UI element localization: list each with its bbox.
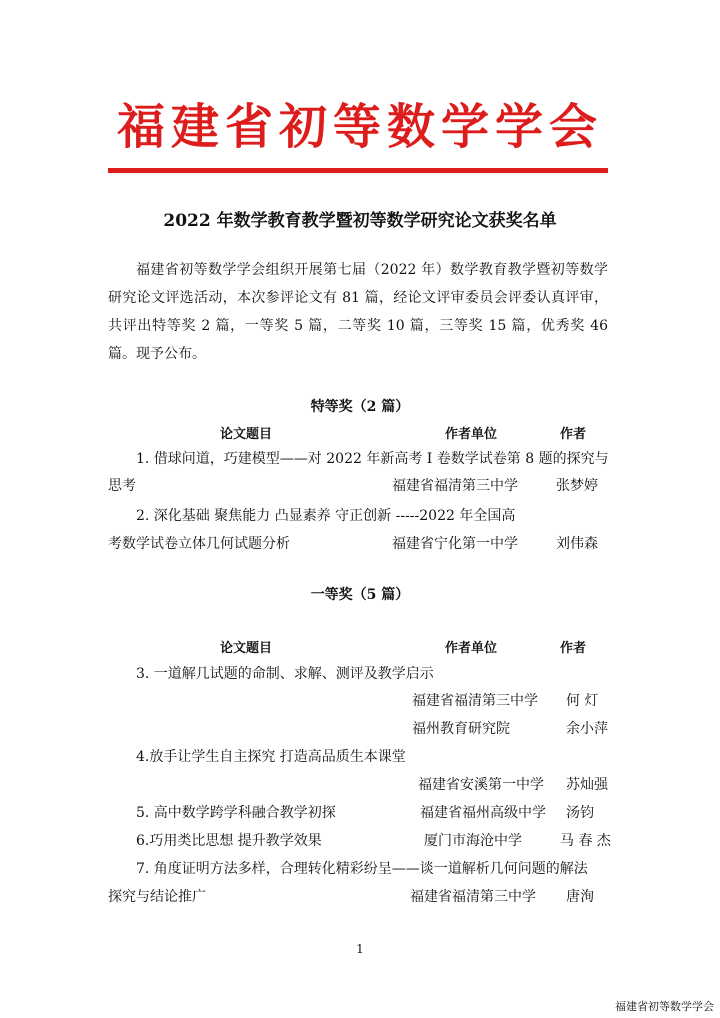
title-divider [108, 168, 608, 173]
col-header-author: 作者 [560, 427, 587, 442]
first-prize-heading: 一等奖（5 篇） [310, 587, 410, 603]
entry-6-title: 6.巧用类比思想 提升教学效果 [136, 833, 322, 849]
entry-6-author: 马 春 杰 [560, 833, 611, 849]
entry-7-title-cont: 探究与结论推广 [108, 889, 206, 905]
entry-3-unit-1: 福建省福清第三中学 [412, 693, 538, 709]
col-header-author-2: 作者 [560, 641, 587, 656]
col-header-unit-2: 作者单位 [445, 641, 498, 656]
intro-text: 福建省初等数学学会组织开展第七届（2022 年）数学教育教学暨初等数学研究论文评选活动，本次参评论文有 81 篇，经论文评审委员会评委认真评审，共评出特等奖 2 篇，一等奖 5 篇，二等奖 10 篇，三等奖 15 篇，优秀奖 46 篇。现予公布。 [108, 262, 608, 362]
org-title: 福建省初等数学学会 [116, 99, 603, 155]
entry-7-author: 唐洵 [566, 889, 594, 905]
entry-5-author: 汤钧 [566, 805, 594, 821]
entry-5-title: 5. 高中数学跨学科融合教学初探 [136, 805, 336, 821]
entry-2-unit: 福建省宁化第一中学 [392, 536, 518, 552]
entry-2-title-cont: 考数学试卷立体几何试题分析 [108, 536, 290, 552]
special-prize-heading: 特等奖（2 篇） [310, 399, 410, 415]
entry-1-title: 1. 借球问道，巧建模型——对 2022 年新高考 I 卷数学试卷第 8 题的探究与 [136, 451, 609, 467]
page-number: 1 [356, 942, 364, 956]
document-title: 2022 年数学教育教学暨初等数学研究论文获奖名单 [163, 211, 557, 231]
entry-1-title-cont: 思考 [108, 478, 136, 494]
col-header-title: 论文题目 [220, 427, 273, 442]
entry-3-author-1: 何 灯 [566, 693, 599, 709]
entry-7-unit: 福建省福清第三中学 [410, 889, 536, 905]
entry-2-author: 刘伟森 [556, 536, 598, 552]
entry-2-title: 2. 深化基础 聚焦能力 凸显素养 守正创新 -----2022 年全国高 [136, 508, 516, 524]
entry-1-author: 张梦婷 [556, 478, 598, 494]
intro-paragraph [108, 256, 608, 368]
entry-5-unit: 福建省福州高级中学 [420, 805, 546, 821]
col-header-unit: 作者单位 [445, 427, 498, 442]
entry-4-unit: 福建省安溪第一中学 [418, 777, 544, 793]
footer-watermark: 福建省初等数学学会 [615, 1000, 714, 1013]
col-header-title-2: 论文题目 [220, 641, 273, 656]
entry-4-author: 苏灿强 [566, 777, 608, 793]
entry-3-unit-2: 福州教育研究院 [412, 721, 510, 737]
entry-3-title: 3. 一道解几试题的命制、求解、测评及教学启示 [136, 666, 434, 682]
entry-1-unit: 福建省福清第三中学 [392, 478, 518, 494]
entry-4-title: 4.放手让学生自主探究 打造高品质生本课堂 [136, 749, 406, 765]
entry-6-unit: 厦门市海沧中学 [424, 833, 522, 849]
entry-3-author-2: 余小萍 [566, 721, 608, 737]
entry-7-title: 7. 角度证明方法多样，合理转化精彩纷呈——谈一道解析几何问题的解法 [136, 861, 588, 877]
